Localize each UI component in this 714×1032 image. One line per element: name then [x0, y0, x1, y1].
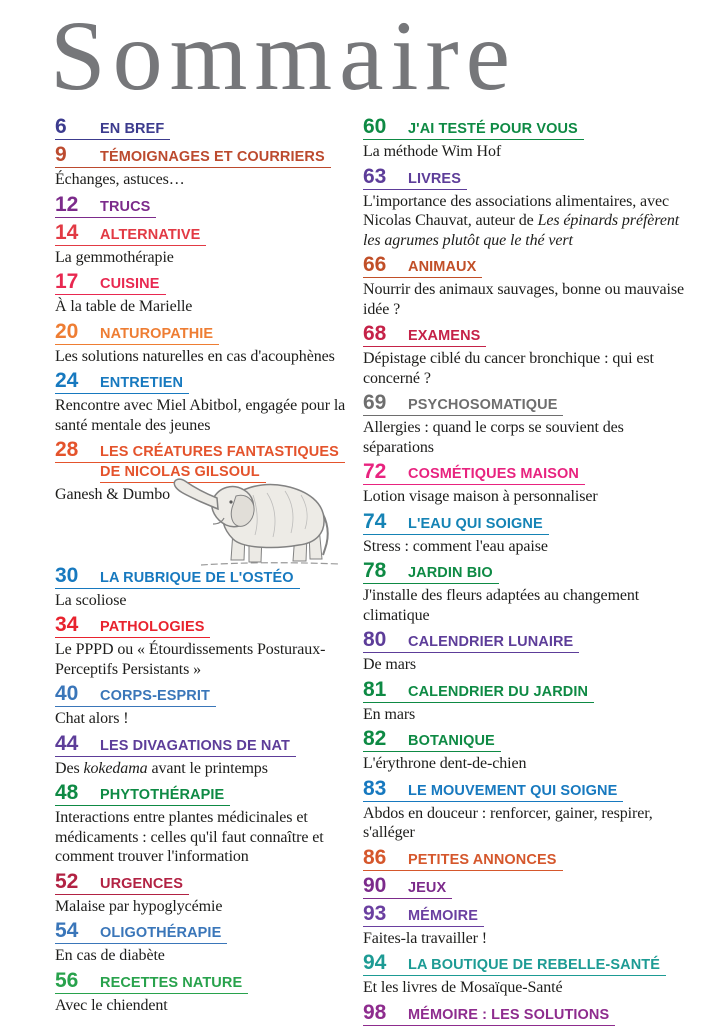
- entry-page-number: 24: [55, 369, 79, 392]
- entry-heading: [55, 682, 216, 707]
- toc-entry: [55, 115, 360, 140]
- entry-category-label: PETITES ANNONCES: [408, 851, 557, 868]
- left-column-group-top: [55, 115, 360, 505]
- subtitle-text: Ganesh & Dumbo: [55, 486, 171, 503]
- entry-heading: [363, 391, 563, 416]
- entry-category-label: CUISINE: [100, 276, 160, 292]
- subtitle-text: Allergies : quand le corps se souvient des séparations: [363, 419, 624, 456]
- entry-subtitle: [55, 297, 360, 317]
- entry-page-number: 74: [363, 509, 387, 533]
- entry-category-label: CALENDRIER DU JARDIN: [408, 683, 589, 700]
- entry-category-label: LA BOUTIQUE DE REBELLE-SANTÉ: [408, 957, 660, 973]
- entry-heading: [55, 781, 230, 806]
- entry-page-number: 98: [363, 1000, 387, 1024]
- entry-heading: [55, 143, 331, 168]
- subtitle-text: Interactions entre plantes médicinales et médicaments : celles qu'il faut connaître et comment trouver l'information: [55, 809, 324, 865]
- entry-page-number: 82: [363, 727, 387, 750]
- entry-page-number: 17: [55, 270, 79, 293]
- toc-entry: [363, 391, 695, 457]
- toc-entry: [363, 559, 695, 625]
- entry-subtitle: [363, 754, 695, 774]
- entry-subtitle: [363, 280, 695, 319]
- right-column: [363, 115, 695, 1032]
- entry-category-label: L'EAU QUI SOIGNE: [408, 515, 543, 532]
- toc-entry: [55, 682, 360, 729]
- subtitle-text: Dépistage ciblé du cancer bronchique : qui est concerné ?: [363, 350, 654, 387]
- entry-page-number: 30: [55, 563, 79, 587]
- toc-entry: [363, 951, 695, 998]
- entry-subtitle: [55, 709, 360, 729]
- subtitle-text: À la table de Marielle: [55, 298, 193, 315]
- elephant-sketch-icon: [167, 465, 347, 569]
- entry-heading: [55, 192, 156, 218]
- entry-category-label: CALENDRIER LUNAIRE: [408, 634, 574, 650]
- entry-heading: [55, 919, 227, 944]
- entry-subtitle: [363, 929, 695, 949]
- entry-category-label-line2: DE NICOLAS GILSOUL: [100, 464, 260, 480]
- entry-category-label: COSMÉTIQUES MAISON: [408, 466, 579, 482]
- subtitle-text: kokedama: [83, 759, 148, 777]
- entry-subtitle: [363, 655, 695, 675]
- entry-page-number: 78: [363, 559, 387, 582]
- entry-category-label: RECETTES NATURE: [100, 974, 243, 991]
- entry-page-number: 52: [55, 869, 79, 893]
- entry-category-label: ENTRETIEN: [100, 375, 184, 391]
- toc-entry: [363, 164, 695, 251]
- entry-page-number: 20: [55, 319, 79, 343]
- entry-page-number: 66: [363, 253, 387, 276]
- toc-entry: [363, 253, 695, 319]
- entry-page-number: 28: [55, 438, 79, 461]
- subtitle-text: Les épinards préfèrent les agrumes plutôt que le thé vert: [363, 212, 680, 249]
- toc-entry: [55, 731, 360, 779]
- toc-entry: [363, 727, 695, 774]
- subtitle-text: Stress : comment l'eau apaise: [363, 537, 548, 555]
- toc-entry: [363, 460, 695, 507]
- entry-subtitle: [363, 418, 695, 457]
- subtitle-text: Malaise par hypoglycémie: [55, 897, 223, 915]
- entry-heading: [363, 873, 452, 899]
- toc-entry: [55, 613, 360, 679]
- entry-heading: [55, 115, 170, 140]
- entry-heading: [55, 968, 248, 994]
- toc-entry: [363, 1000, 695, 1026]
- toc-entry: [55, 319, 360, 367]
- entry-category-label: LES CRÉATURES FANTASTIQUES: [100, 444, 339, 460]
- entry-subtitle: [55, 170, 360, 190]
- toc-entry: [363, 628, 695, 675]
- entry-page-number: 68: [363, 322, 387, 345]
- subtitle-text: Avec le chiendent: [55, 996, 168, 1014]
- entry-heading: [363, 727, 501, 752]
- entry-subtitle: [55, 996, 360, 1016]
- entry-subtitle: [363, 487, 695, 507]
- subtitle-text: Chat alors !: [55, 710, 129, 727]
- entry-subtitle: [363, 349, 695, 388]
- entry-subtitle: [55, 248, 360, 268]
- entry-subtitle: [363, 705, 695, 725]
- toc-entry: [363, 677, 695, 725]
- left-column: [55, 115, 360, 1021]
- toc-entry: [55, 192, 360, 218]
- subtitle-text: avant le printemps: [147, 759, 268, 777]
- right-column-group: [363, 115, 695, 1026]
- entry-heading: [363, 460, 585, 485]
- subtitle-text: Rencontre avec Miel Abitbol, engagée pour la santé mentale des jeunes: [55, 397, 346, 434]
- toc-entry: [363, 776, 695, 843]
- entry-heading: [55, 563, 300, 589]
- subtitle-text: Des: [55, 759, 84, 777]
- entry-page-number: 86: [363, 845, 387, 869]
- subtitle-text: En cas de diabète: [55, 947, 165, 964]
- entry-subtitle: [55, 396, 360, 435]
- entry-category-label: MÉMOIRE: [408, 907, 478, 924]
- entry-subtitle: [363, 537, 695, 557]
- entry-subtitle: [363, 142, 695, 162]
- entry-heading: [363, 559, 499, 584]
- toc-entry: [55, 869, 360, 917]
- entry-category-label: CORPS-ESPRIT: [100, 688, 210, 704]
- entry-page-number: 34: [55, 613, 79, 636]
- entry-category-label: LA RUBRIQUE DE L'OSTÉO: [100, 569, 294, 586]
- toc-entry: [363, 845, 695, 871]
- entry-category-label: ANIMAUX: [408, 259, 477, 275]
- entry-heading: [363, 628, 579, 653]
- entry-heading: [363, 776, 623, 802]
- toc-entry: [55, 369, 360, 435]
- subtitle-text: Et les livres de Mosaïque-Santé: [363, 979, 563, 996]
- toc-entry: [55, 270, 360, 317]
- entry-heading: [55, 220, 206, 246]
- entry-heading: [55, 869, 189, 895]
- entry-category-label: LIVRES: [408, 170, 461, 187]
- entry-heading: [363, 1000, 615, 1026]
- entry-subtitle: [55, 897, 360, 917]
- entry-page-number: 93: [363, 901, 387, 925]
- toc-entry: [363, 322, 695, 388]
- entry-page-number: 63: [363, 164, 387, 188]
- entry-page-number: 12: [55, 192, 79, 216]
- entry-subtitle: [55, 591, 360, 611]
- entry-subtitle: [55, 759, 360, 779]
- subtitle-text: Le PPPD ou « Étourdissements Posturaux-Perceptifs Persistants »: [55, 641, 326, 678]
- subtitle-text: La gemmothérapie: [55, 248, 174, 266]
- subtitle-text: J'installe des fleurs adaptées au changement climatique: [363, 587, 640, 624]
- entry-page-number: 81: [363, 677, 387, 701]
- elephant-illustration: [55, 511, 360, 567]
- subtitle-text: L'importance des associations alimentaires, avec Nicolas Chauvat, auteur de: [363, 192, 669, 229]
- entry-page-number: 44: [55, 731, 79, 755]
- entry-category-label: ALTERNATIVE: [100, 226, 201, 243]
- entry-subtitle: [55, 946, 360, 966]
- entry-heading: [363, 253, 482, 278]
- entry-subtitle: [363, 192, 695, 251]
- entry-heading: [363, 845, 563, 871]
- entry-page-number: 90: [363, 873, 387, 897]
- toc-entry: [55, 220, 360, 268]
- entry-category-label: URGENCES: [100, 875, 183, 892]
- subtitle-text: Échanges, astuces…: [55, 171, 185, 188]
- toc-entry: [55, 563, 360, 611]
- entry-heading: [55, 613, 210, 638]
- entry-page-number: 69: [363, 391, 387, 414]
- entry-heading: [55, 731, 296, 757]
- entry-category-label: EN BREF: [100, 121, 165, 137]
- toc-entry: [363, 873, 695, 899]
- entry-heading: [363, 951, 666, 976]
- entry-heading: [363, 164, 467, 190]
- entry-category-label: EXAMENS: [408, 328, 481, 344]
- toc-entry: [55, 781, 360, 867]
- entry-heading: [363, 677, 594, 703]
- entry-category-label: J'AI TESTÉ POUR VOUS: [408, 121, 578, 137]
- entry-heading: [363, 901, 484, 927]
- subtitle-text: Les solutions naturelles en cas d'acouphènes: [55, 347, 335, 365]
- entry-category-label: TRUCS: [100, 198, 151, 215]
- subtitle-text: La méthode Wim Hof: [363, 143, 502, 160]
- entry-subtitle: [363, 978, 695, 998]
- entry-category-label: OLIGOTHÉRAPIE: [100, 925, 222, 941]
- entry-page-number: 14: [55, 220, 79, 244]
- entry-page-number: 56: [55, 968, 79, 992]
- subtitle-text: Lotion visage maison à personnaliser: [363, 488, 598, 505]
- page-title: Sommaire: [50, 0, 518, 111]
- entry-page-number: 9: [55, 143, 67, 166]
- entry-subtitle: [363, 804, 695, 843]
- toc-entry: [363, 115, 695, 162]
- entry-page-number: 40: [55, 682, 79, 705]
- toc-entry: [55, 919, 360, 966]
- entry-heading: [363, 509, 549, 535]
- entry-category-label: TÉMOIGNAGES ET COURRIERS: [100, 149, 325, 165]
- entry-subtitle: [55, 347, 360, 367]
- subtitle-text: La scoliose: [55, 591, 127, 609]
- entry-category-label: PSYCHOSOMATIQUE: [408, 397, 558, 413]
- toc-entry: [55, 143, 360, 190]
- entry-heading: [55, 438, 345, 463]
- subtitle-text: Abdos en douceur : renforcer, gainer, respirer, s'alléger: [363, 804, 653, 841]
- toc-entry: [363, 901, 695, 949]
- entry-category-label: PATHOLOGIES: [100, 619, 205, 635]
- entry-category-label: NATUROPATHIE: [100, 325, 214, 342]
- subtitle-text: En mars: [363, 705, 416, 723]
- entry-heading: [55, 319, 219, 345]
- entry-subtitle: [55, 640, 360, 679]
- entry-page-number: 72: [363, 460, 387, 483]
- left-column-group-bottom: [55, 563, 360, 1016]
- entry-heading: [55, 369, 189, 394]
- entry-page-number: 54: [55, 919, 79, 942]
- entry-page-number: 6: [55, 115, 67, 138]
- entry-page-number: 94: [363, 951, 387, 974]
- toc-entry: [55, 968, 360, 1016]
- entry-subtitle: [55, 808, 360, 867]
- entry-category-label: MÉMOIRE : LES SOLUTIONS: [408, 1006, 610, 1023]
- entry-category-label: LE MOUVEMENT QUI SOIGNE: [408, 782, 618, 799]
- subtitle-text: L'érythrone dent-de-chien: [363, 755, 527, 772]
- entry-category-label: PHYTOTHÉRAPIE: [100, 787, 225, 803]
- entry-category-label: LES DIVAGATIONS DE NAT: [100, 737, 290, 754]
- entry-heading: [363, 115, 584, 140]
- entry-category-label: JARDIN BIO: [408, 565, 493, 581]
- entry-page-number: 83: [363, 776, 387, 800]
- entry-category-label: JEUX: [408, 879, 447, 896]
- subtitle-text: Faites-la travailler !: [363, 929, 487, 947]
- entry-heading: [55, 270, 166, 295]
- subtitle-text: De mars: [363, 656, 417, 673]
- entry-page-number: 80: [363, 628, 387, 651]
- subtitle-text: Nourrir des animaux sauvages, bonne ou mauvaise idée ?: [363, 281, 684, 318]
- entry-heading: [363, 322, 486, 347]
- entry-page-number: 48: [55, 781, 79, 804]
- entry-category-label: BOTANIQUE: [408, 733, 495, 749]
- entry-subtitle: [363, 586, 695, 625]
- entry-page-number: 60: [363, 115, 387, 138]
- toc-entry: [363, 509, 695, 557]
